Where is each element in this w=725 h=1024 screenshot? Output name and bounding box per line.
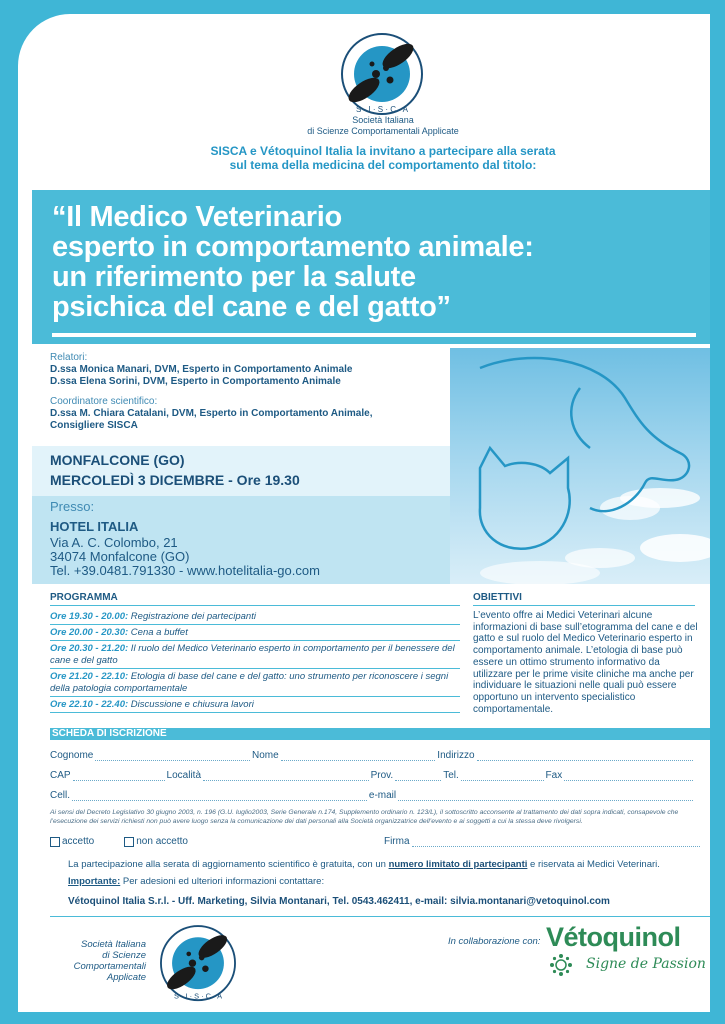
form-row-address xyxy=(50,770,695,781)
row-time: Ore 20.00 - 20.30: xyxy=(50,627,129,638)
participate-post: e riservata ai Medici Veterinari. xyxy=(527,859,660,870)
coordinator-1: D.ssa M. Chiara Catalani, DVM, Esperto in Comportamento Animale, xyxy=(50,408,373,419)
row-time: Ore 19.30 - 20.00: xyxy=(50,611,129,622)
participation-note xyxy=(68,859,708,871)
sisca-logo xyxy=(328,30,436,122)
event-city: MONFALCONE (GO) xyxy=(50,452,185,468)
event-date: MERCOLEDÌ 3 DICEMBRE xyxy=(50,472,225,488)
programma-row xyxy=(50,609,460,625)
row-time: Ore 21.20 - 22.10: xyxy=(50,671,129,682)
coordinator-2: Consigliere SISCA xyxy=(50,420,138,431)
form-row-name xyxy=(50,750,695,761)
obiettivi-text: L’evento offre ai Medici Veterinari alcune informazioni di base sull’etogramma del cane e del gatto e sul ruolo del Medico Veterinario esperto in comportamento animale. L’etologia di base può essere un ottimo strumento informativo da utilizzare per le prime visite cliniche ma anche per individuare le situazioni nelle quali può essere opportuno un intervento specialistico comportamentale. xyxy=(473,610,698,715)
accetto-checkbox[interactable] xyxy=(50,837,60,847)
title-line4: psichica del cane e del gatto” xyxy=(52,291,451,323)
collaboration-label: In collaborazione con: xyxy=(448,936,541,947)
row-text: Il ruolo del Medico Veterinario esperto in comportamento per il benessere del cane e del gatto xyxy=(50,643,455,666)
row-text: Cena a buffet xyxy=(128,627,188,638)
speakers xyxy=(50,352,450,432)
scheda-heading: SCHEDA DI ISCRIZIONE xyxy=(50,728,710,740)
invite-line2: sul tema della medicina del comportamento dal titolo: xyxy=(229,158,537,172)
footer-society-l3: Comportamentali xyxy=(73,961,146,972)
society-name xyxy=(218,115,548,137)
indirizzo-field[interactable] xyxy=(477,752,693,761)
event-datetime xyxy=(50,470,300,490)
consent-row xyxy=(50,836,700,847)
row-text: Registrazione dei partecipanti xyxy=(128,611,256,622)
programma-list xyxy=(50,609,460,713)
fax-field[interactable] xyxy=(564,772,693,781)
venue-contact: Tel. +39.0481.791330 - www.hotelitalia-go.com xyxy=(50,563,320,578)
title-underline xyxy=(52,333,696,337)
tel-field[interactable] xyxy=(461,772,544,781)
cell-field[interactable] xyxy=(72,792,367,801)
nome-field[interactable] xyxy=(281,752,436,761)
title-line1: “Il Medico Veterinario xyxy=(52,201,342,233)
firma-label: Firma xyxy=(383,836,410,847)
programma-row xyxy=(50,669,460,697)
important-note xyxy=(68,876,708,887)
vetoquinol-flower-icon xyxy=(548,952,574,978)
row-text: Discussione e chiusura lavori xyxy=(128,699,254,710)
footer-society-l1: Società Italiana xyxy=(81,939,146,950)
firma-field[interactable] xyxy=(412,838,700,847)
indirizzo-label: Indirizzo xyxy=(437,750,475,761)
cap-label: CAP xyxy=(50,770,71,781)
sisca-logo-footer xyxy=(148,922,248,1008)
venue-name: HOTEL ITALIA xyxy=(50,519,139,534)
prov-label: Prov. xyxy=(370,770,394,781)
society-line1: Società Italiana xyxy=(352,115,414,125)
cognome-label: Cognome xyxy=(50,750,94,761)
vetoquinol-tagline: Signe de Passion xyxy=(586,956,706,972)
programma-row xyxy=(50,641,460,669)
dog-cat-outline-icon xyxy=(450,348,710,584)
prov-field[interactable] xyxy=(395,772,441,781)
logo-letters-footer: S · I · S · C · A xyxy=(173,991,223,1001)
localita-field[interactable] xyxy=(203,772,369,781)
vetoquinol-logo: Vétoquinol xyxy=(546,922,681,952)
footer-society-l4: Applicate xyxy=(106,972,146,983)
event-location xyxy=(50,450,300,490)
venue-presso: Presso: xyxy=(50,499,95,514)
programma-row xyxy=(50,697,460,713)
nome-label: Nome xyxy=(251,750,279,761)
venue-city: 34074 Monfalcone (GO) xyxy=(50,549,190,564)
important-text: Per adesioni ed ulteriori informazioni contattare: xyxy=(120,876,325,887)
form-row-contact xyxy=(50,790,695,801)
relatore-1: D.ssa Monica Manari, DVM, Esperto in Comportamento Animale xyxy=(50,364,353,375)
cap-field[interactable] xyxy=(73,772,165,781)
logo-letters: S · I · S · C · A xyxy=(355,105,409,114)
footer-society-l2: di Scienze xyxy=(102,950,146,961)
venue xyxy=(50,500,320,578)
participate-pre: La partecipazione alla serata di aggiornamento scientifico è gratuita, con un xyxy=(68,859,389,870)
cognome-field[interactable] xyxy=(95,752,250,761)
invitation xyxy=(128,144,638,172)
sky-illustration xyxy=(450,348,710,584)
participate-limited: numero limitato di partecipanti xyxy=(388,859,528,870)
society-line2: di Scienze Comportamentali Applicate xyxy=(307,126,459,136)
row-time: Ore 20.30 - 21.20: xyxy=(50,643,129,654)
accetto-label: accetto xyxy=(62,836,95,847)
privacy-notice: Ai sensi del Decreto Legislativo 30 giugno 2003, n. 196 (G.U. luglio2003, Serie Generale n.174, Supplemento ordinario n. 123/L), il sottoscritto acconsente al trattamento dei dati sopra indicati, consapevole che l’esecuzione dei servizi richiesti non può avere luogo senza la comunicazione dei dati personali alla Società organizzatrice dell’evento e ai soggetti a cui la stessa deve rivolgersi. xyxy=(50,809,679,825)
relatori-label: Relatori: xyxy=(50,352,88,363)
email-field[interactable] xyxy=(398,792,693,801)
coordinator-label: Coordinatore scientifico: xyxy=(50,396,158,407)
title-line3: un riferimento per la salute xyxy=(52,261,416,293)
important-label: Importante: xyxy=(68,876,121,887)
event-title xyxy=(52,202,692,322)
non-accetto-label: non accetto xyxy=(136,836,188,847)
email-label: e-mail xyxy=(368,790,397,801)
fax-label: Fax xyxy=(545,770,563,781)
tel-label: Tel. xyxy=(443,770,459,781)
invite-line1: SISCA e Vétoquinol Italia la invitano a partecipare alla serata xyxy=(210,144,556,158)
programma-row xyxy=(50,625,460,641)
contact-line: Vétoquinol Italia S.r.l. - Uff. Marketing, Silvia Montanari, Tel. 0543.462411, e-mail: silvia.montanari@vetoquinol.com xyxy=(68,896,610,907)
footer-divider xyxy=(50,916,710,917)
relatore-2: D.ssa Elena Sorini, DVM, Esperto in Comportamento Animale xyxy=(50,376,341,387)
event-time: - Ore 19.30 xyxy=(224,472,300,488)
row-text: Etologia di base del cane e del gatto: uno strumento per riconoscere i segni della patologia comportamentale xyxy=(50,671,449,694)
venue-street: Via A. C. Colombo, 21 xyxy=(50,535,178,550)
non-accetto-checkbox[interactable] xyxy=(124,837,134,847)
cell-label: Cell. xyxy=(50,790,71,801)
localita-label: Località xyxy=(166,770,202,781)
row-time: Ore 22.10 - 22.40: xyxy=(50,699,129,710)
flyer-sheet xyxy=(18,14,710,1012)
obiettivi-heading: OBIETTIVI xyxy=(473,592,695,606)
footer-society xyxy=(58,939,146,983)
title-line2: esperto in comportamento animale: xyxy=(52,231,534,263)
programma-heading: PROGRAMMA xyxy=(50,592,460,606)
